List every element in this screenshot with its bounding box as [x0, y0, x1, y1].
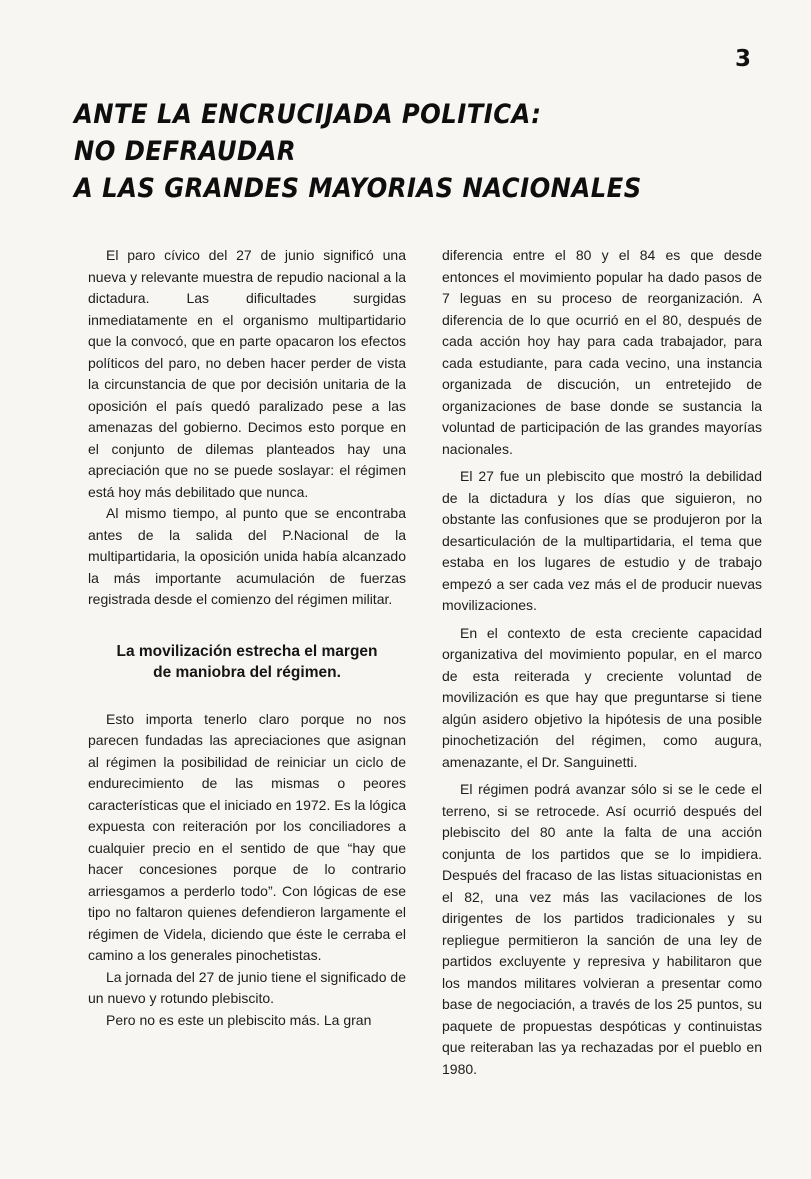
headline-line-3: A LAS GRANDES MAYORIAS NACIONALES: [74, 173, 642, 204]
left-column: [88, 245, 406, 1031]
paragraph: En el contexto de esta creciente capacidad organizativa del movimiento popular, en el marco de esta reiterada y creciente voluntad de movilización es que hay que preguntarse si tiene algún asidero objetivo la hipótesis de una posible pinochetización del régimen, como augura, amenazante, el Dr. Sanguinetti.: [442, 624, 762, 770]
subheading-line-2: de maniobra del régimen.: [153, 663, 341, 681]
paragraph: Esto importa tenerlo claro porque no nos parecen fundadas las apreciaciones que asignan al régimen la posibilidad de reiniciar un ciclo de endurecimiento de las mismas o peores características que el iniciado en 1972. Es la lógica expuesta con reiteración por los conciliadores a cualquier precio en el sentido de que “hay que hacer concesiones porque de lo contrario arriesgamos a perderlo todo”. Con lógicas de ese tipo no faltaron quienes defendieron largamente el régimen de Videla, diciendo que éste le cerraba el camino a los generales pinochetistas.: [88, 710, 406, 963]
paragraph: diferencia entre el 80 y el 84 es que desde entonces el movimiento popular ha dado pasos de 7 leguas en su proceso de reorganización. A diferencia de lo que ocurrió en el 80, después de cada acción hoy hay para cada trabajador, para cada estudiante, para cada vecino, una instancia organizada de discución, un entretejido de organizaciones de base donde se sustancia la voluntad de participación de las grandes mayorías nacionales.: [442, 247, 762, 457]
paragraph: Al mismo tiempo, al punto que se encontraba antes de la salida del P.Nacional de la multipartidaria, la oposición unida había alcanzado la más importante acumulación de fuerzas registrada desde el comienzo del régimen militar.: [88, 505, 406, 607]
paragraph: El régimen podrá avanzar sólo si se le cede el terreno, si se retrocede. Así ocurrió después del plebiscito del 80 ante la falta de una acción conjunta de los partidos que se lo impidiera. Después del fracaso de las listas situacionistas en el 82, una vez más las vacilaciones de los dirigentes de los partidos tradicionales y su repliegue permitieron la sanción de una ley de partidos excluyente y represiva y habilitaron que los mandos militares volvieran a presentar como base de negociación, a través de los 25 puntos, su paquete de propuestas despóticas y continuistas que reiteraban las ya rechazadas por el pueblo en 1980.: [442, 781, 762, 1077]
section-subheading: [88, 641, 406, 683]
paragraph: La jornada del 27 de junio tiene el significado de un nuevo y rotundo plebiscito.: [88, 968, 406, 1006]
right-column: [442, 245, 762, 1080]
subheading-line-1: La movilización estrecha el margen: [116, 642, 378, 660]
headline-line-1: ANTE LA ENCRUCIJADA POLITICA:: [74, 99, 542, 130]
paragraph: El 27 fue un plebiscito que mostró la debilidad de la dictadura y los días que siguieron, no obstante las confusiones que se produjeron por la desarticulación de la multipartidaria, el tema que estaba en los lugares de estudio y de trabajo empezó a ser cada vez más el de producir nuevas movilizaciones.: [442, 468, 762, 613]
paragraph: El paro cívico del 27 de junio significó una nueva y relevante muestra de repudio nacional a la dictadura. Las dificultades surgidas inmediatamente en el organismo multipartidario que la convocó, que en parte opacaron los efectos políticos del paro, no deben hacer perder de vista la circunstancia de que por decisión unitaria de la oposición el país quedó paralizado pese a las amenazas del gobierno. Decimos esto porque en el conjunto de dilemas planteados hay una apreciación que no se puede soslayar: el régimen está hoy más debilitado que nunca.: [88, 247, 406, 500]
headline-line-2: NO DEFRAUDAR: [74, 136, 297, 167]
page-number: 3: [735, 46, 752, 72]
paragraph: Pero no es este un plebiscito más. La gran: [106, 1011, 372, 1028]
article-headline: [74, 96, 650, 207]
